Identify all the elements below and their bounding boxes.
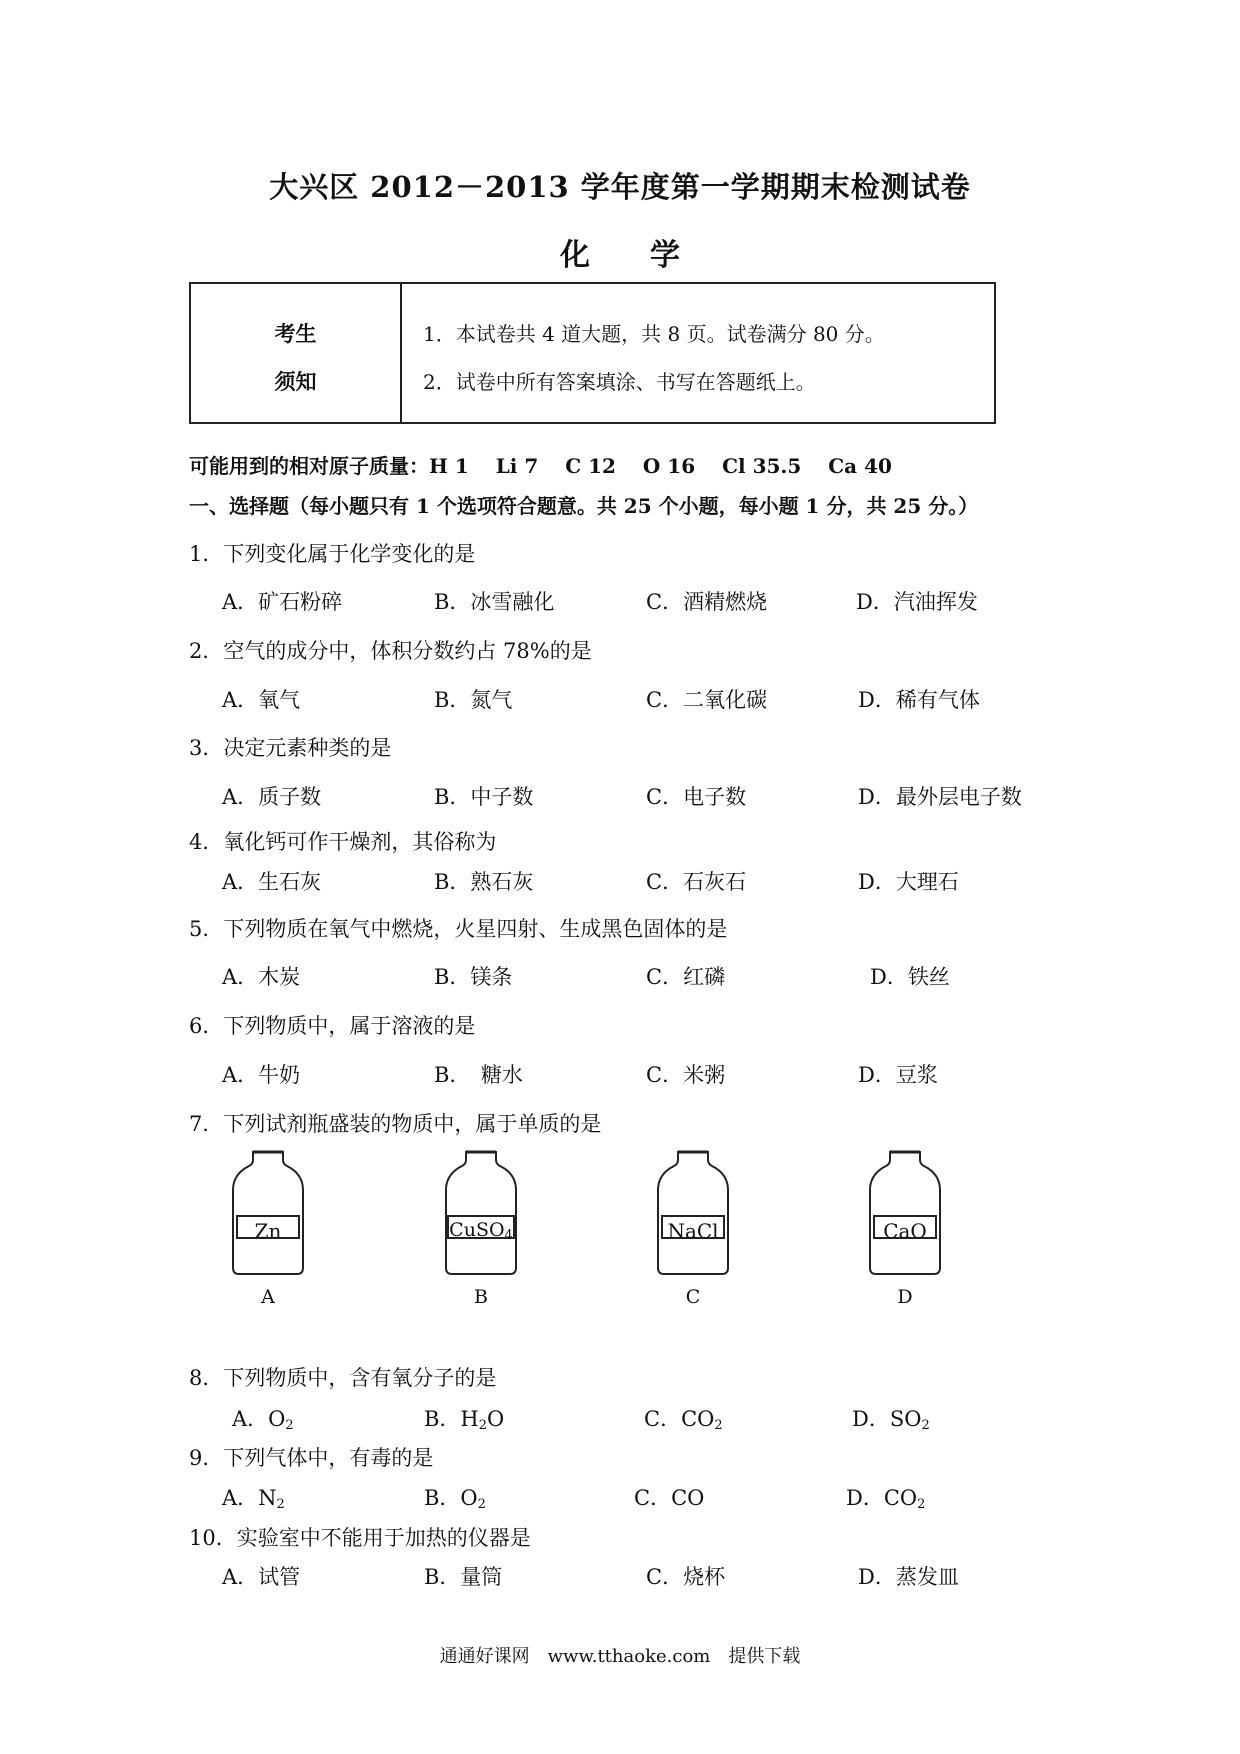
q4-option-c: C．石灰石	[646, 870, 747, 894]
question-10-stem: 10．实验室中不能用于加热的仪器是	[189, 1526, 531, 1550]
bottle-b-formula: CuSO$_4$	[449, 1219, 513, 1243]
q8-option-a: A．$O_2$	[232, 1407, 294, 1433]
q4-option-a: A．生石灰	[222, 870, 322, 894]
q6-option-a: A．牛奶	[222, 1063, 301, 1087]
q9-option-a: A．$N_2$	[222, 1486, 285, 1512]
q2-option-b: B．氮气	[434, 688, 513, 712]
q9-option-d: D．$CO_2$	[846, 1486, 926, 1512]
question-3-stem: 3．决定元素种类的是	[189, 736, 392, 760]
page-footer: 通通好课网 www.tthaoke.com 提供下载	[439, 1646, 801, 1667]
q10-option-c: C．烧杯	[646, 1565, 726, 1589]
notice-label-cell	[191, 284, 402, 422]
question-6-stem: 6．下列物质中，属于溶液的是	[189, 1014, 476, 1038]
atomic-masses-line: 可能用到的相对原子质量：H 1 Li 7 C 12 O 16 Cl 35.5 Ca 40	[189, 454, 892, 478]
bottle-d-formula: CaO	[883, 1219, 927, 1243]
q8-option-d: D．$SO_2$	[852, 1407, 930, 1433]
question-4-stem: 4．氧化钙可作干燥剂，其俗称为	[189, 830, 497, 854]
bottle-a-letter: A	[261, 1286, 275, 1308]
q4-option-b: B．熟石灰	[434, 870, 534, 894]
q1-option-c: C．酒精燃烧	[646, 590, 768, 614]
q3-option-d: D．最外层电子数	[858, 785, 1022, 809]
bottle-a-formula: Zn	[254, 1219, 282, 1243]
question-5-stem: 5．下列物质在氧气中燃烧，火星四射、生成黑色固体的是	[189, 917, 728, 941]
q5-option-d: D．铁丝	[870, 965, 950, 989]
q6-option-b: B． 糖水	[434, 1063, 523, 1087]
notice-label-line2: 须知	[274, 369, 317, 394]
subject-char-1: 化	[560, 238, 590, 273]
bottle-c-formula: NaCl	[667, 1219, 719, 1243]
q2-option-c: C．二氧化碳	[646, 688, 768, 712]
q3-option-a: A．质子数	[222, 785, 322, 809]
q3-option-b: B．中子数	[434, 785, 534, 809]
q10-option-b: B．量筒	[424, 1565, 503, 1589]
bottle-d-letter: D	[897, 1286, 913, 1308]
notice-label-line1: 考生	[274, 321, 317, 346]
q1-option-d: D．汽油挥发	[856, 590, 978, 614]
exam-notice-box	[189, 282, 996, 424]
question-1-stem: 1．下列变化属于化学变化的是	[189, 542, 476, 566]
q1-option-a: A．矿石粉碎	[222, 590, 343, 614]
q9-option-c: C．CO	[634, 1486, 705, 1510]
q6-option-d: D．豆浆	[858, 1063, 938, 1087]
q8-option-c: C．$CO_2$	[644, 1407, 723, 1433]
q10-option-a: A．试管	[222, 1565, 301, 1589]
q2-option-a: A．氧气	[222, 688, 301, 712]
question-2-stem: 2．空气的成分中，体积分数约占 78%的是	[189, 639, 592, 663]
notice-item-2: 2．试卷中所有答案填涂、书写在答题纸上。	[423, 370, 816, 394]
question-7-stem: 7．下列试剂瓶盛装的物质中，属于单质的是	[189, 1112, 602, 1136]
subject-char-2: 学	[650, 238, 680, 273]
q5-option-a: A．木炭	[222, 965, 301, 989]
subject-title	[0, 230, 1240, 274]
section1-heading: 一、选择题（每小题只有 1 个选项符合题意。共 25 个小题，每小题 1 分，共 25 分。）	[189, 494, 979, 518]
q5-option-b: B．镁条	[434, 965, 513, 989]
notice-item-1: 1．本试卷共 4 道大题，共 8 页。试卷满分 80 分。	[423, 322, 885, 346]
q10-option-d: D．蒸发皿	[858, 1565, 959, 1589]
q6-option-c: C．米粥	[646, 1063, 726, 1087]
q9-option-b: B．$O_2$	[424, 1486, 486, 1512]
q1-option-b: B．冰雪融化	[434, 590, 555, 614]
q3-option-c: C．电子数	[646, 785, 747, 809]
bottle-c-letter: C	[685, 1286, 701, 1308]
bottle-b-letter: B	[474, 1286, 488, 1308]
q4-option-d: D．大理石	[858, 870, 959, 894]
q5-option-c: C．红磷	[646, 965, 726, 989]
q2-option-d: D．稀有气体	[858, 688, 980, 712]
question-9-stem: 9．下列气体中，有毒的是	[189, 1446, 434, 1470]
exam-title: 大兴区 2012－2013 学年度第一学期期末检测试卷	[269, 170, 971, 204]
q8-option-b: B．$H_2O$	[424, 1407, 505, 1433]
question-8-stem: 8．下列物质中，含有氧分子的是	[189, 1366, 497, 1390]
